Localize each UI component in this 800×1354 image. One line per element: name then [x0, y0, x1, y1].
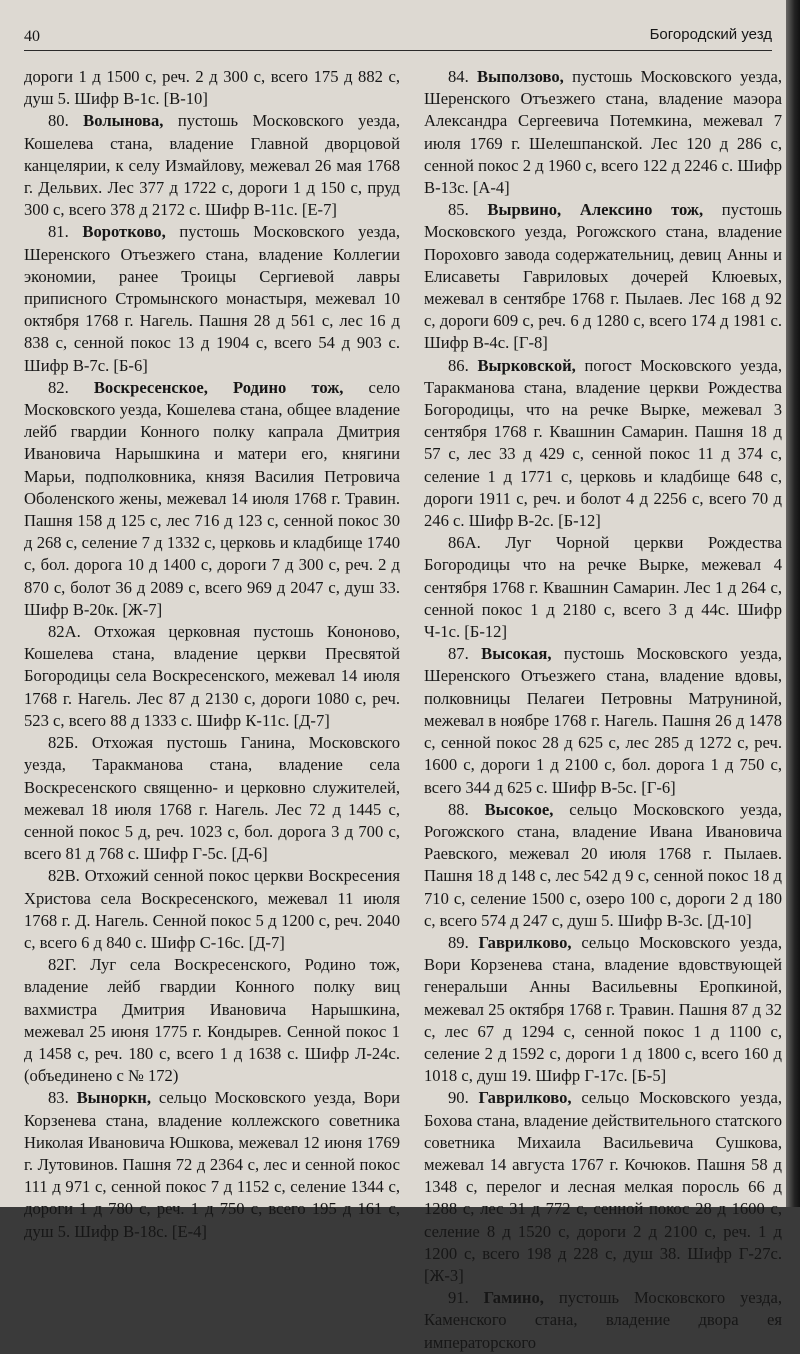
entry-place-name: Выползово,: [477, 67, 564, 86]
entry-place-name: Вырковской,: [477, 355, 576, 375]
left-column: [24, 66, 400, 1243]
entry-place-name: Гаврилково,: [478, 1088, 572, 1108]
gazetteer-entry: [24, 865, 400, 954]
gazetteer-entry: [424, 1287, 782, 1354]
entry-text: Луг Чорной церкви Рождества Богородицы что на речке Вырке, межевал 4 сентября 1768 г. Квашнин Самарин. Лес 1 д 264 с, сенной покос 1 д 2180 с, всего 3 д 44с. Шифр Ч-1с. [Б-12]: [424, 533, 782, 642]
entry-place-name: Гаврилково,: [478, 932, 572, 952]
entry-number: 88.: [448, 799, 469, 819]
page-header: [24, 26, 772, 51]
entry-text: дороги 1 д 1500 с, реч. 2 д 300 с, всего 175 д 882 с, душ 5. Шифр В-1с. [В-10]: [24, 67, 400, 109]
entry-text: село Московского уезда, Кошелева стана, общее владение лейб гвардии Конного полку капрала Дмитрия Ивановича Нарышкина и матери его, княгини Марьи, подполковника, князя Василия Петровича Оболенского жены, межевал 14 июля 1768 г. Травин. Пашня 158 д 125 с, лес 716 д 123 с, сенной покос 30 д 268 с, селение 7 д 1332 с, церковь и кладбище 1740 с, бол. дорога 10 д 1400 с, дороги 7 д 300 с, реч. 2 д 870 с, болот 36 д 2089 с, всего 969 д 2047 с, душ 33. Шифр В-20к. [Ж-7]: [24, 377, 401, 619]
entry-text: погост Московского уезда, Таракманова стана, владение церкви Рождества Богородицы, что на речке Вырке, межевал 3 сентября 1768 г. Квашнин Самарин. Пашня 18 д 57 с, лес 33 д 429 с, сенной покос 11 д 374 с, селение 1 д 1771 с, церковь и кладбище 648 с, дороги 1911 с, реч. и болот 4 д 2256 с, всего 70 д 246 с. Шифр В-2с. [Б-12]: [424, 355, 782, 531]
entry-text: сельцо Московского уезда, Вори Корзенева стана, владение вдовствующей генеральши Анны Васильевны Еропкиной, межевал 25 октября 1768 г. Травин. Пашня 87 д 32 с, лес 67 д 1294 с, сенной покос 1 д 1100 с, селение 2 д 1592 с, дороги 1 д 1800 с, всего 160 д 1018 с, душ 19. Шифр Г-17с. [Б-5]: [424, 932, 782, 1086]
entry-text: пустошь Московского уезда, Кошелева стана, владение Главной дворцовой канцелярии, к селу Измайлову, межевал 26 мая 1768 г. Дельвих. Лес 377 д 1722 с, дороги 1 д 150 с, пруд 300 с, всего 378 д 2172 с. Шифр В-11с. [Е-7]: [24, 111, 400, 220]
gazetteer-entry: [424, 643, 782, 798]
entry-place-name: Вырвино, Алексино тож,: [487, 200, 704, 220]
entry-number: 85.: [448, 200, 469, 220]
running-head: Богородский уезд: [649, 26, 772, 43]
entry-number: 86А.: [448, 533, 481, 553]
entry-text: Отхожий сенной покос церкви Воскресения Христова села Воскресенского, межевал 11 июля 1768 г. Д. Нагель. Сенной покос 5 д 1200 с, реч. 2040 с, всего 6 д 840 с. Шифр С-16с. [Д-7]: [24, 866, 400, 952]
gazetteer-entry: [424, 1087, 782, 1287]
entry-text: пустошь Московского уезда, Шеренского Отъезжего стана, владение Коллегии экономии, ранее Троицы Сергиевой лавры приписного Стромынского монастыря, межевал 10 октября 1768 г. Нагель. Пашня 28 д 561 с, лес 16 д 838 с, сенной покос 13 д 1904 с, всего 54 д 903 с. Шифр В-7с. [Б-6]: [24, 222, 400, 375]
entry-place-name: Выноркн,: [76, 1088, 151, 1108]
entry-number: 82А.: [48, 622, 81, 642]
entry-number: 82Г.: [48, 955, 77, 975]
entry-text: сельцо Московского уезда, Бохова стана, владение действительного статского советника Михаила Васильевича Сушкова, межевал 14 августа 1767 г. Кочюков. Пашня 58 д 1348 с, перелог и лесная мелкая поросль 66 д 1288 с, лес 31 д 772 с, сенной покос 28 д 1600 с, селение 8 д 1520 с, дороги 2 д 2100 с, реч. 1 д 1200 с, всего 198 д 228 с, душ 38. Шифр Г-27с. [Ж-3]: [424, 1088, 782, 1285]
entry-number: 82В.: [48, 866, 80, 886]
entry-number: 80.: [48, 111, 69, 131]
entry-place-name: Воскресенское, Родино тож,: [93, 377, 344, 397]
gazetteer-entry: [424, 199, 782, 354]
book-binding-shadow: [786, 0, 800, 1207]
gazetteer-entry: [424, 799, 782, 932]
gazetteer-entry: [24, 1087, 400, 1242]
entry-number: 91.: [448, 1288, 469, 1308]
entry-number: 83.: [48, 1088, 69, 1108]
gazetteer-entry: [424, 355, 782, 533]
gazetteer-entry: [24, 377, 400, 621]
gazetteer-entry: [24, 621, 400, 732]
entry-text: пустошь Московского уезда, Шеренского Отъезжего стана, владение маэора Александра Сергеевича Потемкина, межевал 7 июля 1769 г. Шелешпанской. Лес 120 д 286 с, сенной покос 2 д 1960 с, всего 122 д 2246 с. Шифр В-13с. [А-4]: [424, 67, 782, 198]
gazetteer-entry: [424, 932, 782, 1087]
entry-place-name: Воротково,: [82, 222, 166, 242]
gazetteer-entry: [24, 732, 400, 865]
gazetteer-entry: [24, 221, 400, 376]
entry-number: 86.: [448, 355, 469, 375]
entry-text: пустошь Московского уезда, Каменского стана, владение двора ея императорского: [424, 1288, 782, 1352]
entry-number: 82.: [48, 377, 69, 397]
entry-number: 87.: [448, 644, 469, 664]
entry-place-name: Гамино,: [483, 1288, 544, 1308]
entry-number: 82Б.: [48, 733, 79, 753]
entry-number: 89.: [448, 932, 469, 952]
entry-number: 84.: [448, 67, 469, 86]
gazetteer-entry: [424, 66, 782, 199]
entry-text: пустошь Московского уезда, Шеренского Отъезжего стана, владение вдовы, полковницы Пелагеи Петровны Матруниной, межевал в ноябре 1768 г. Нагель. Пашня 26 д 1478 с, сенной покос 28 д 625 с, лес 285 д 1272 с, реч. 1600 с, дороги 1 д 2100 с, бол. дорога 1 д 750 с, всего 344 д 625 с. Шифр В-5с. [Г-6]: [424, 644, 782, 797]
entry-number: 81.: [48, 222, 69, 242]
entry-place-name: Высокое,: [484, 799, 554, 819]
entry-text: сельцо Московского уезда, Вори Корзенева стана, владение коллежского советника Николая Ивановича Юшкова, межевал 12 июня 1769 г. Лутовинов. Пашня 72 д 2364 с, лес и сенной покос 111 д 971 с, сенной покос 7 д 1152 с, селение 1344 с, дороги 1 д 780 с, реч. 1 д 750 с, всего 195 д 161 с, душ 5. Шифр В-18с. [Е-4]: [24, 1088, 401, 1241]
gazetteer-entry: [24, 110, 400, 221]
gazetteer-entry: [24, 954, 400, 1087]
entry-text: Луг села Воскресенского, Родино тож, владение лейб гвардии Конного полку виц вахмистра Дмитрия Ивановича Нарышкина, межевал 25 июня 1775 г. Кондырев. Сенной покос 1 д 1458 с, реч. 180 с, всего 1 д 1638 с. Шифр Л-24с. (объединено с № 172): [24, 955, 401, 1086]
entry-number: 90.: [448, 1088, 469, 1108]
gazetteer-entry: [24, 66, 400, 110]
entry-text: пустошь Московского уезда, Рогожского стана, владение Пороховго завода содержательниц, девиц Анны и Елисаветы Гавриловых дочерей Клюевых, межевал в сентябре 1768 г. Пылаев. Лес 168 д 92 с, дороги 609 с, реч. 6 д 1280 с, всего 174 д 1981 с. Шифр В-4с. [Г-8]: [424, 200, 782, 353]
gazetteer-entry: [424, 532, 782, 643]
page-number: 40: [24, 28, 40, 45]
entry-text: сельцо Московского уезда, Рогожского стана, владение Ивана Ивановича Раевского, межевал 20 июля 1768 г. Пылаев. Пашня 18 д 148 с, лес 542 д 9 с, сенной покос 18 д 710 с, селение 1500 с, озеро 100 с, дороги 2 д 180 с, всего 574 д 247 с, душ 5. Шифр В-3с. [Д-10]: [424, 799, 783, 930]
entry-text: Отхожая пустошь Ганина, Московского уезда, Таракманова стана, владение села Воскресенского священно- и церковно служителей, межевал 18 июля 1768 г. Нагель. Лес 72 д 1445 с, сенной покос 5 д, реч. 1023 с, бол. дорога 3 д 700 с, всего 81 д 768 с. Шифр Г-5с. [Д-6]: [24, 733, 400, 864]
entry-place-name: Высокая,: [481, 644, 552, 664]
entry-text: Отхожая церковная пустошь Кононово, Кошелева стана, владение церкви Пресвятой Богородицы села Воскресенского, межевал 14 июля 1768 г. Нагель. Лес 87 д 2130 с, дороги 1080 с, реч. 523 с, всего 88 д 1333 с. Шифр К-11с. [Д-7]: [24, 622, 400, 730]
entry-place-name: Волынова,: [83, 111, 164, 131]
right-column: [424, 66, 782, 1354]
